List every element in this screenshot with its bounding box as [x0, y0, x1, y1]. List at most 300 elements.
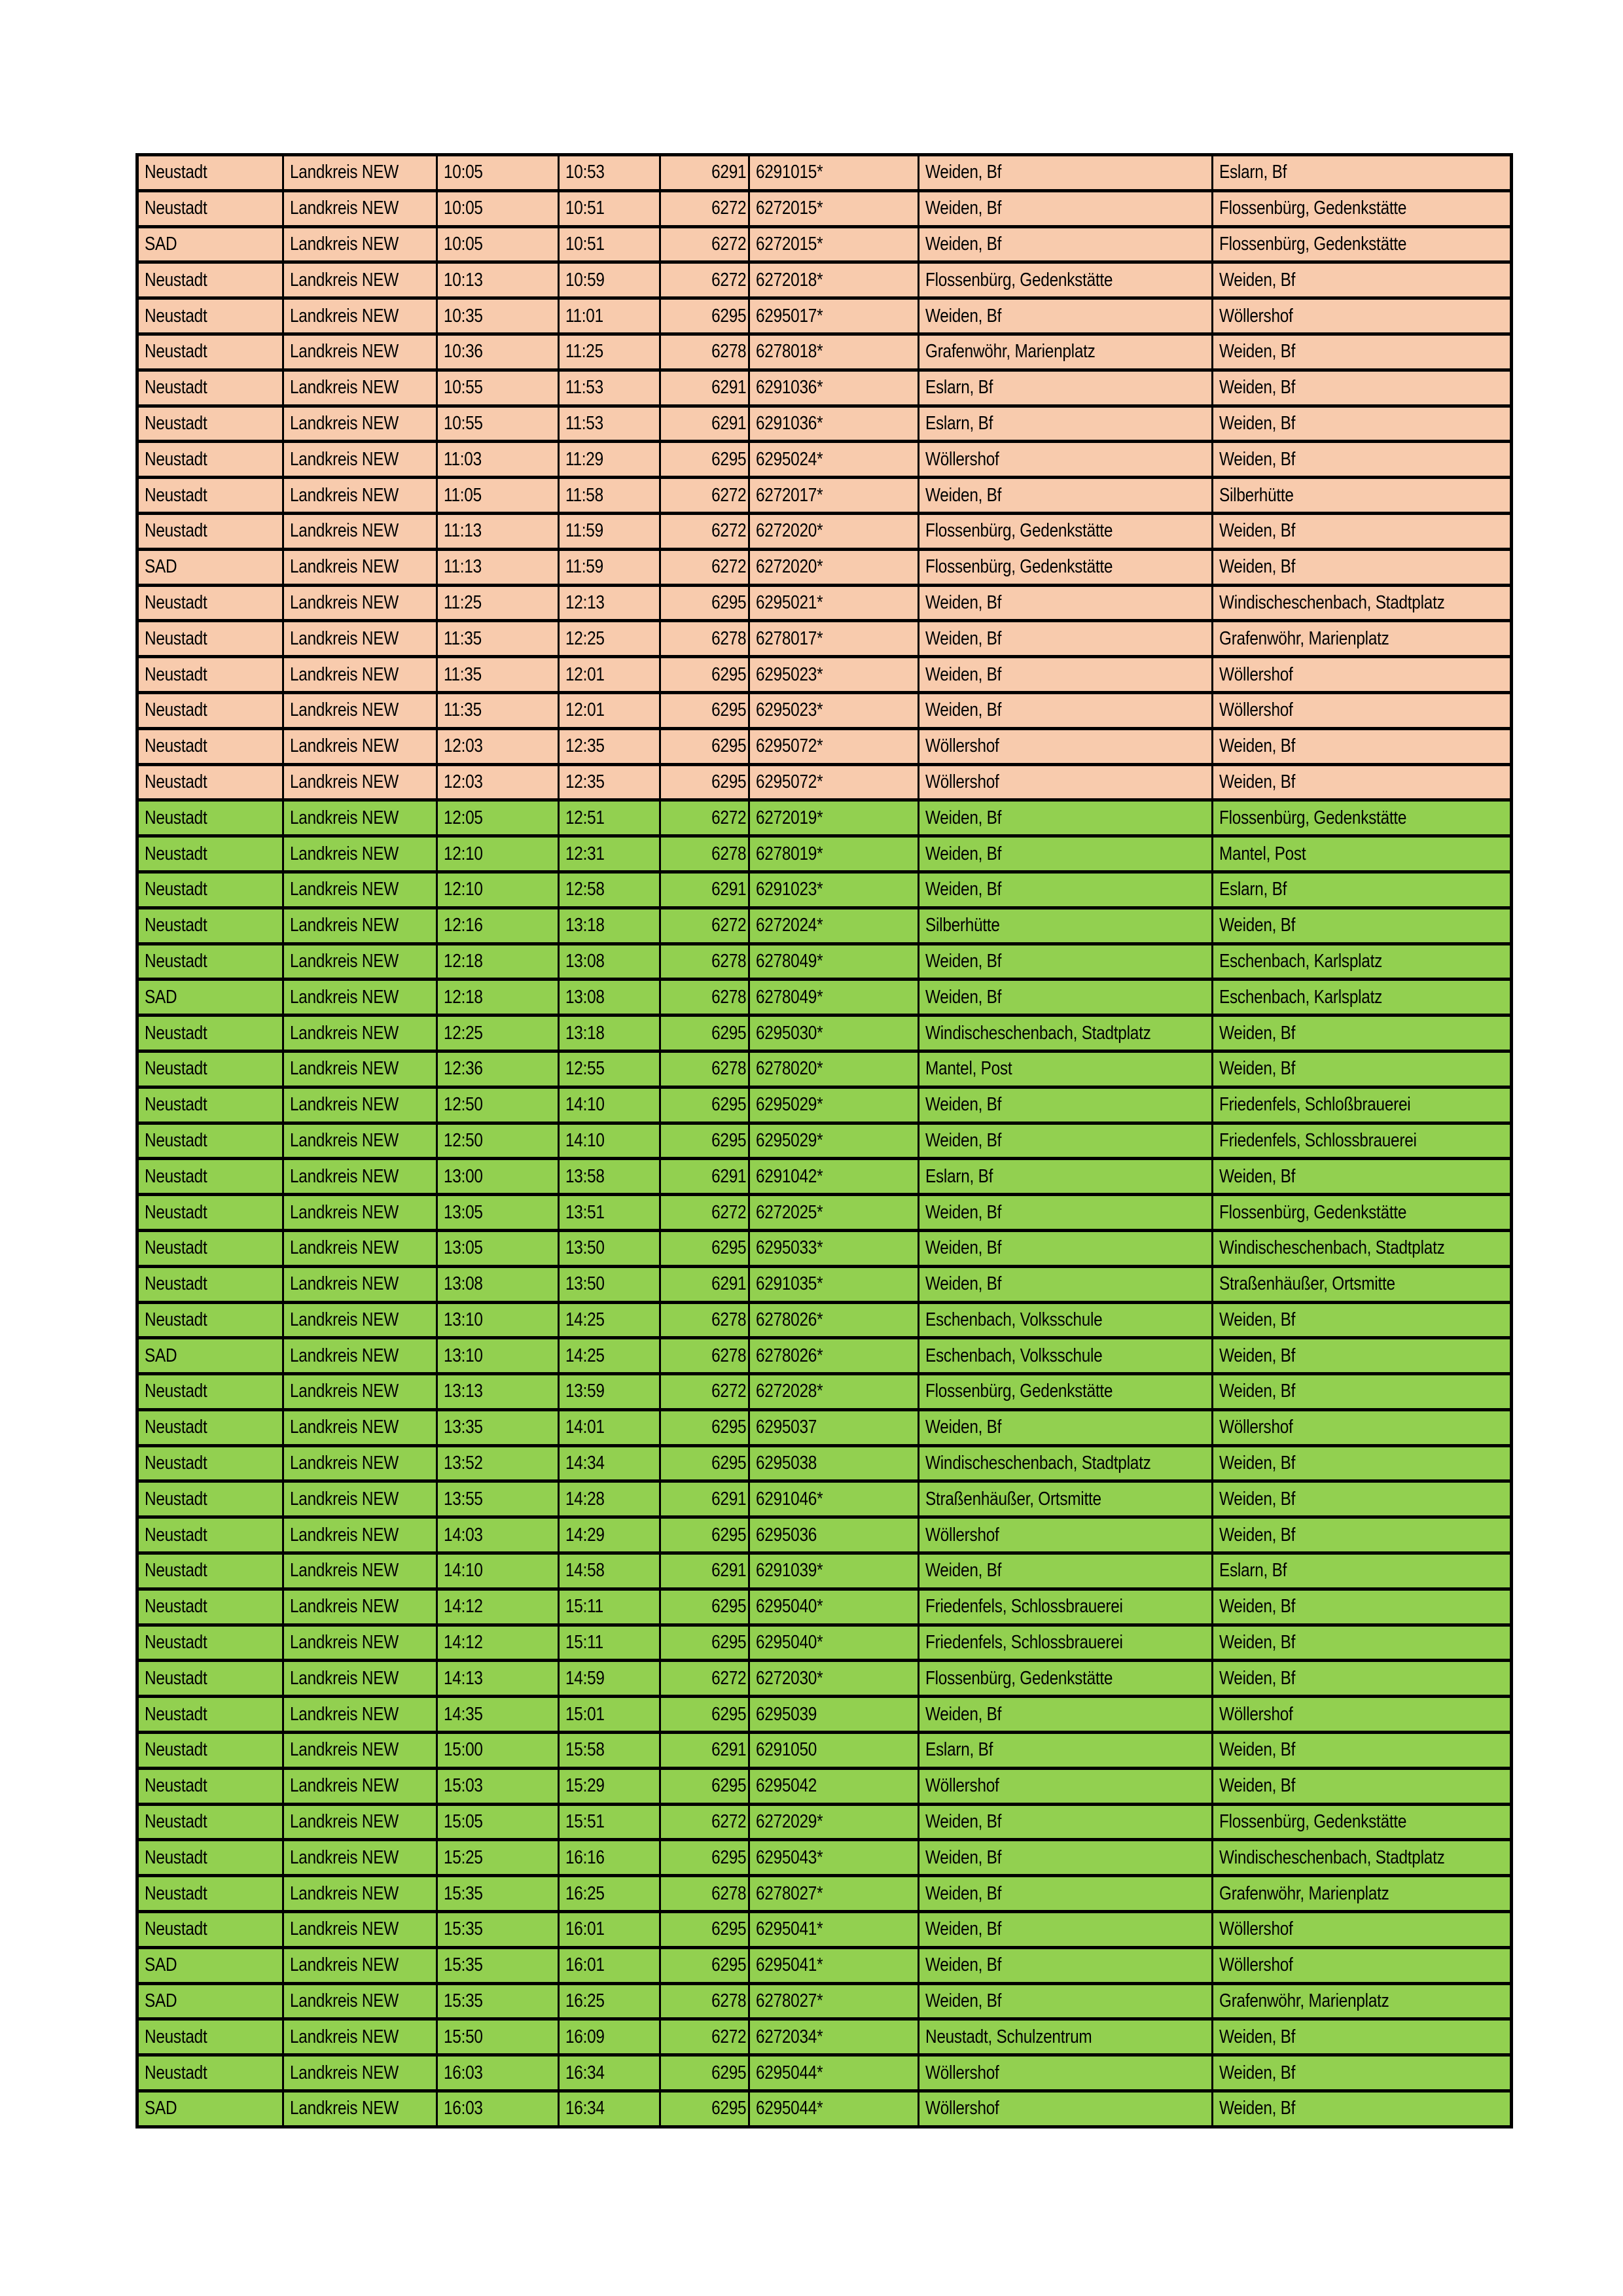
cell-origin	[919, 1625, 1213, 1661]
cell-text-region: Neustadt	[145, 305, 207, 327]
cell-region	[137, 370, 283, 406]
cell-trip-id	[749, 800, 919, 836]
cell-text-origin: Weiden, Bf	[925, 1201, 1002, 1223]
cell-line	[660, 1123, 749, 1159]
cell-line	[660, 621, 749, 657]
cell-text-region: SAD	[145, 1954, 177, 1976]
cell-landkreis	[283, 190, 437, 226]
cell-text-departure: 15:35	[444, 1882, 483, 1904]
cell-text-landkreis: Landkreis NEW	[290, 2062, 399, 2083]
cell-arrival	[559, 1840, 660, 1876]
cell-text-arrival: 16:25	[565, 1882, 605, 1904]
cell-text-departure: 10:55	[444, 412, 483, 434]
cell-text-departure: 16:03	[444, 2062, 483, 2083]
cell-origin	[919, 1983, 1213, 2019]
cell-text-destination: Weiden, Bf	[1219, 1739, 1296, 1761]
cell-origin	[919, 657, 1213, 693]
cell-text-origin: Weiden, Bf	[925, 986, 1002, 1008]
cell-origin	[919, 1876, 1213, 1912]
cell-text-origin: Weiden, Bf	[925, 198, 1002, 219]
cell-region	[137, 944, 283, 980]
cell-origin	[919, 1733, 1213, 1769]
cell-text-landkreis: Landkreis NEW	[290, 448, 399, 470]
cell-departure	[437, 657, 559, 693]
cell-region	[137, 657, 283, 693]
cell-region	[137, 226, 283, 262]
cell-text-departure: 10:55	[444, 377, 483, 398]
cell-arrival	[559, 1087, 660, 1123]
cell-region	[137, 836, 283, 872]
cell-text-origin: Neustadt, Schulzentrum	[925, 2026, 1092, 2047]
cell-text-arrival: 10:51	[565, 233, 605, 255]
cell-text-region: Neustadt	[145, 341, 207, 362]
cell-region	[137, 1374, 283, 1410]
bus-trips-table	[135, 153, 1513, 2128]
cell-arrival	[559, 1195, 660, 1231]
cell-destination	[1213, 262, 1512, 298]
table-row	[137, 1409, 1512, 1445]
cell-arrival	[559, 1804, 660, 1840]
cell-text-departure: 10:05	[444, 198, 483, 219]
cell-text-region: Neustadt	[145, 1273, 207, 1295]
cell-line	[660, 800, 749, 836]
cell-text-trip-id: 6272018*	[756, 269, 823, 291]
cell-text-destination: Weiden, Bf	[1219, 1309, 1296, 1330]
cell-trip-id	[749, 1625, 919, 1661]
cell-line	[660, 406, 749, 442]
cell-text-region: SAD	[145, 1990, 177, 2012]
cell-text-line: 6278	[711, 1990, 746, 2012]
cell-line	[660, 1553, 749, 1589]
cell-line	[660, 2091, 749, 2127]
cell-arrival	[559, 1912, 660, 1948]
cell-text-line: 6295	[711, 1954, 746, 1976]
cell-text-arrival: 15:11	[565, 1596, 603, 1617]
cell-text-arrival: 14:25	[565, 1345, 605, 1366]
cell-landkreis	[283, 478, 437, 514]
cell-destination	[1213, 657, 1512, 693]
table-row	[137, 1697, 1512, 1733]
cell-landkreis	[283, 406, 437, 442]
table-row	[137, 1016, 1512, 1051]
cell-text-line: 6295	[711, 305, 746, 327]
cell-text-arrival: 16:16	[565, 1846, 605, 1868]
cell-trip-id	[749, 1230, 919, 1266]
cell-arrival	[559, 298, 660, 334]
cell-text-region: Neustadt	[145, 1165, 207, 1187]
cell-departure	[437, 1553, 559, 1589]
cell-line	[660, 298, 749, 334]
cell-text-line: 6278	[711, 627, 746, 649]
cell-text-line: 6278	[711, 1345, 746, 1366]
table-row	[137, 1912, 1512, 1948]
table-row	[137, 1338, 1512, 1374]
cell-text-departure: 15:00	[444, 1739, 483, 1761]
cell-region	[137, 872, 283, 908]
cell-text-trip-id: 6291036*	[756, 377, 823, 398]
cell-landkreis	[283, 1697, 437, 1733]
cell-landkreis	[283, 1338, 437, 1374]
cell-destination	[1213, 728, 1512, 764]
cell-arrival	[559, 155, 660, 191]
cell-destination	[1213, 764, 1512, 800]
cell-text-departure: 12:18	[444, 986, 483, 1008]
cell-text-landkreis: Landkreis NEW	[290, 1129, 399, 1151]
cell-destination	[1213, 1733, 1512, 1769]
cell-region	[137, 298, 283, 334]
cell-destination	[1213, 155, 1512, 191]
cell-departure	[437, 1445, 559, 1481]
cell-text-origin: Friedenfels, Schlossbrauerei	[925, 1596, 1123, 1617]
cell-text-landkreis: Landkreis NEW	[290, 627, 399, 649]
cell-origin	[919, 692, 1213, 728]
cell-region	[137, 513, 283, 549]
cell-origin	[919, 513, 1213, 549]
cell-text-trip-id: 6291036*	[756, 412, 823, 434]
table-row	[137, 1804, 1512, 1840]
cell-destination	[1213, 872, 1512, 908]
cell-text-arrival: 16:34	[565, 2062, 605, 2083]
cell-text-origin: Weiden, Bf	[925, 1846, 1002, 1868]
cell-landkreis	[283, 1768, 437, 1804]
cell-text-landkreis: Landkreis NEW	[290, 1309, 399, 1330]
cell-landkreis	[283, 872, 437, 908]
table-row	[137, 406, 1512, 442]
cell-landkreis	[283, 1804, 437, 1840]
table-row	[137, 1947, 1512, 1983]
cell-text-departure: 13:08	[444, 1273, 483, 1295]
cell-landkreis	[283, 1625, 437, 1661]
cell-departure	[437, 692, 559, 728]
cell-text-landkreis: Landkreis NEW	[290, 556, 399, 578]
cell-line	[660, 478, 749, 514]
table-row	[137, 262, 1512, 298]
cell-text-arrival: 11:25	[565, 341, 603, 362]
cell-origin	[919, 2055, 1213, 2091]
cell-text-departure: 13:35	[444, 1417, 483, 1438]
cell-region	[137, 692, 283, 728]
cell-trip-id	[749, 1697, 919, 1733]
table-row	[137, 908, 1512, 944]
cell-text-arrival: 11:59	[565, 520, 603, 542]
cell-departure	[437, 1804, 559, 1840]
cell-text-origin: Eslarn, Bf	[925, 377, 993, 398]
cell-origin	[919, 980, 1213, 1016]
table-row	[137, 1876, 1512, 1912]
cell-origin	[919, 585, 1213, 621]
cell-trip-id	[749, 1840, 919, 1876]
cell-arrival	[559, 1517, 660, 1553]
cell-destination	[1213, 1517, 1512, 1553]
cell-destination	[1213, 1195, 1512, 1231]
cell-text-origin: Flossenbürg, Gedenkstätte	[925, 556, 1113, 578]
cell-trip-id	[749, 1051, 919, 1087]
cell-text-origin: Weiden, Bf	[925, 162, 1002, 183]
cell-text-line: 6278	[711, 1882, 746, 1904]
table-row	[137, 2055, 1512, 2091]
cell-line	[660, 2019, 749, 2055]
cell-text-arrival: 12:31	[565, 843, 605, 864]
cell-region	[137, 800, 283, 836]
cell-text-trip-id: 6295037	[756, 1417, 817, 1438]
cell-arrival	[559, 728, 660, 764]
cell-landkreis	[283, 657, 437, 693]
cell-arrival	[559, 692, 660, 728]
cell-region	[137, 980, 283, 1016]
cell-text-destination: Windischeschenbach, Stadtplatz	[1219, 1237, 1445, 1259]
cell-trip-id	[749, 657, 919, 693]
cell-arrival	[559, 2091, 660, 2127]
cell-text-departure: 13:00	[444, 1165, 483, 1187]
cell-text-departure: 15:35	[444, 1990, 483, 2012]
cell-landkreis	[283, 1445, 437, 1481]
cell-text-destination: Weiden, Bf	[1219, 1596, 1296, 1617]
cell-text-line: 6272	[711, 915, 746, 936]
table-row	[137, 334, 1512, 370]
cell-text-landkreis: Landkreis NEW	[290, 1058, 399, 1080]
cell-origin	[919, 478, 1213, 514]
cell-region	[137, 1338, 283, 1374]
cell-text-arrival: 13:58	[565, 1165, 605, 1187]
cell-text-destination: Windischeschenbach, Stadtplatz	[1219, 592, 1445, 613]
cell-region	[137, 764, 283, 800]
cell-text-destination: Weiden, Bf	[1219, 556, 1296, 578]
cell-region	[137, 1661, 283, 1697]
cell-text-landkreis: Landkreis NEW	[290, 269, 399, 291]
cell-text-line: 6278	[711, 1058, 746, 1080]
cell-trip-id	[749, 1016, 919, 1051]
cell-text-landkreis: Landkreis NEW	[290, 1954, 399, 1976]
cell-text-line: 6278	[711, 986, 746, 1008]
cell-text-trip-id: 6291023*	[756, 879, 823, 900]
cell-text-departure: 13:13	[444, 1381, 483, 1402]
cell-text-arrival: 13:59	[565, 1381, 605, 1402]
cell-trip-id	[749, 1733, 919, 1769]
cell-text-trip-id: 6278026*	[756, 1309, 823, 1330]
cell-departure	[437, 1517, 559, 1553]
cell-region	[137, 2091, 283, 2127]
cell-text-departure: 10:36	[444, 341, 483, 362]
cell-region	[137, 549, 283, 585]
cell-text-landkreis: Landkreis NEW	[290, 1811, 399, 1833]
cell-departure	[437, 513, 559, 549]
cell-line	[660, 1733, 749, 1769]
cell-arrival	[559, 980, 660, 1016]
cell-arrival	[559, 2055, 660, 2091]
cell-line	[660, 872, 749, 908]
cell-arrival	[559, 1409, 660, 1445]
cell-destination	[1213, 1768, 1512, 1804]
cell-landkreis	[283, 2019, 437, 2055]
cell-destination	[1213, 1912, 1512, 1948]
cell-departure	[437, 621, 559, 657]
cell-departure	[437, 1481, 559, 1517]
cell-text-trip-id: 6278026*	[756, 1345, 823, 1366]
cell-trip-id	[749, 2091, 919, 2127]
cell-text-line: 6295	[711, 1417, 746, 1438]
cell-text-landkreis: Landkreis NEW	[290, 1237, 399, 1259]
cell-region	[137, 334, 283, 370]
cell-text-destination: Weiden, Bf	[1219, 1488, 1296, 1510]
cell-text-arrival: 11:58	[565, 484, 603, 506]
cell-text-trip-id: 6272025*	[756, 1201, 823, 1223]
cell-origin	[919, 908, 1213, 944]
cell-text-departure: 11:25	[444, 592, 482, 613]
cell-text-destination: Weiden, Bf	[1219, 1667, 1296, 1689]
cell-origin	[919, 1697, 1213, 1733]
table-row	[137, 764, 1512, 800]
cell-text-landkreis: Landkreis NEW	[290, 305, 399, 327]
table-row	[137, 513, 1512, 549]
cell-text-line: 6295	[711, 1703, 746, 1725]
cell-landkreis	[283, 298, 437, 334]
cell-text-destination: Weiden, Bf	[1219, 2026, 1296, 2047]
cell-trip-id	[749, 1159, 919, 1195]
cell-departure	[437, 155, 559, 191]
table-row	[137, 298, 1512, 334]
cell-text-origin: Silberhütte	[925, 915, 1000, 936]
cell-destination	[1213, 1947, 1512, 1983]
cell-text-origin: Eslarn, Bf	[925, 412, 993, 434]
cell-text-departure: 13:05	[444, 1201, 483, 1223]
cell-text-arrival: 13:18	[565, 915, 605, 936]
cell-text-departure: 11:13	[444, 556, 482, 578]
cell-text-departure: 11:35	[444, 627, 482, 649]
cell-landkreis	[283, 226, 437, 262]
cell-text-trip-id: 6272015*	[756, 233, 823, 255]
cell-trip-id	[749, 334, 919, 370]
cell-landkreis	[283, 1912, 437, 1948]
cell-arrival	[559, 1123, 660, 1159]
cell-text-trip-id: 6295036	[756, 1524, 817, 1545]
cell-departure	[437, 585, 559, 621]
cell-arrival	[559, 1697, 660, 1733]
cell-text-landkreis: Landkreis NEW	[290, 198, 399, 219]
cell-text-origin: Friedenfels, Schlossbrauerei	[925, 1632, 1123, 1653]
cell-line	[660, 1589, 749, 1625]
cell-text-line: 6291	[711, 1165, 746, 1187]
cell-text-region: Neustadt	[145, 1811, 207, 1833]
cell-destination	[1213, 1016, 1512, 1051]
cell-text-destination: Flossenbürg, Gedenkstätte	[1219, 1201, 1407, 1223]
cell-landkreis	[283, 692, 437, 728]
cell-arrival	[559, 549, 660, 585]
cell-arrival	[559, 1768, 660, 1804]
cell-text-landkreis: Landkreis NEW	[290, 520, 399, 542]
cell-trip-id	[749, 692, 919, 728]
cell-destination	[1213, 190, 1512, 226]
cell-origin	[919, 1016, 1213, 1051]
cell-text-destination: Windischeschenbach, Stadtplatz	[1219, 1846, 1445, 1868]
cell-text-trip-id: 6272034*	[756, 2026, 823, 2047]
cell-text-line: 6278	[711, 341, 746, 362]
cell-text-departure: 15:35	[444, 1918, 483, 1940]
cell-text-origin: Grafenwöhr, Marienplatz	[925, 341, 1096, 362]
cell-destination	[1213, 980, 1512, 1016]
cell-text-trip-id: 6295024*	[756, 448, 823, 470]
cell-text-landkreis: Landkreis NEW	[290, 699, 399, 721]
cell-text-arrival: 13:50	[565, 1237, 605, 1259]
cell-text-line: 6295	[711, 1524, 746, 1545]
cell-arrival	[559, 1481, 660, 1517]
cell-origin	[919, 1195, 1213, 1231]
cell-line	[660, 1876, 749, 1912]
cell-text-region: Neustadt	[145, 699, 207, 721]
cell-text-line: 6295	[711, 448, 746, 470]
cell-line	[660, 190, 749, 226]
cell-landkreis	[283, 1016, 437, 1051]
cell-text-region: Neustadt	[145, 735, 207, 757]
cell-departure	[437, 1051, 559, 1087]
cell-origin	[919, 1123, 1213, 1159]
cell-origin	[919, 1517, 1213, 1553]
cell-region	[137, 585, 283, 621]
cell-text-destination: Wöllershof	[1219, 1954, 1293, 1976]
trips-table-body	[137, 155, 1512, 2127]
cell-text-landkreis: Landkreis NEW	[290, 843, 399, 864]
cell-arrival	[559, 1589, 660, 1625]
cell-line	[660, 1051, 749, 1087]
cell-text-origin: Weiden, Bf	[925, 305, 1002, 327]
cell-region	[137, 1445, 283, 1481]
cell-region	[137, 478, 283, 514]
cell-text-origin: Weiden, Bf	[925, 843, 1002, 864]
cell-text-trip-id: 6272028*	[756, 1381, 823, 1402]
cell-text-departure: 15:50	[444, 2026, 483, 2047]
cell-arrival	[559, 1947, 660, 1983]
cell-text-trip-id: 6295044*	[756, 2062, 823, 2083]
cell-line	[660, 370, 749, 406]
cell-landkreis	[283, 1840, 437, 1876]
cell-trip-id	[749, 728, 919, 764]
cell-trip-id	[749, 1087, 919, 1123]
cell-text-arrival: 15:29	[565, 1775, 605, 1797]
cell-text-origin: Weiden, Bf	[925, 807, 1002, 828]
cell-text-line: 6291	[711, 1560, 746, 1581]
cell-text-arrival: 14:58	[565, 1560, 605, 1581]
cell-destination	[1213, 1840, 1512, 1876]
cell-text-region: Neustadt	[145, 1596, 207, 1617]
table-row	[137, 585, 1512, 621]
cell-line	[660, 836, 749, 872]
cell-text-trip-id: 6295029*	[756, 1094, 823, 1116]
cell-trip-id	[749, 764, 919, 800]
cell-landkreis	[283, 585, 437, 621]
cell-text-destination: Silberhütte	[1219, 484, 1294, 506]
cell-departure	[437, 190, 559, 226]
table-row	[137, 226, 1512, 262]
cell-landkreis	[283, 1733, 437, 1769]
cell-text-origin: Weiden, Bf	[925, 1918, 1002, 1940]
cell-text-departure: 15:35	[444, 1954, 483, 1976]
cell-text-trip-id: 6278049*	[756, 986, 823, 1008]
cell-arrival	[559, 800, 660, 836]
cell-region	[137, 442, 283, 478]
cell-region	[137, 908, 283, 944]
cell-text-arrival: 16:01	[565, 1918, 605, 1940]
cell-arrival	[559, 908, 660, 944]
cell-text-trip-id: 6291046*	[756, 1488, 823, 1510]
cell-region	[137, 1625, 283, 1661]
cell-text-line: 6272	[711, 1381, 746, 1402]
cell-departure	[437, 944, 559, 980]
cell-text-region: Neustadt	[145, 269, 207, 291]
cell-landkreis	[283, 1230, 437, 1266]
cell-text-landkreis: Landkreis NEW	[290, 1775, 399, 1797]
cell-origin	[919, 262, 1213, 298]
cell-text-origin: Weiden, Bf	[925, 1237, 1002, 1259]
cell-text-region: Neustadt	[145, 1846, 207, 1868]
